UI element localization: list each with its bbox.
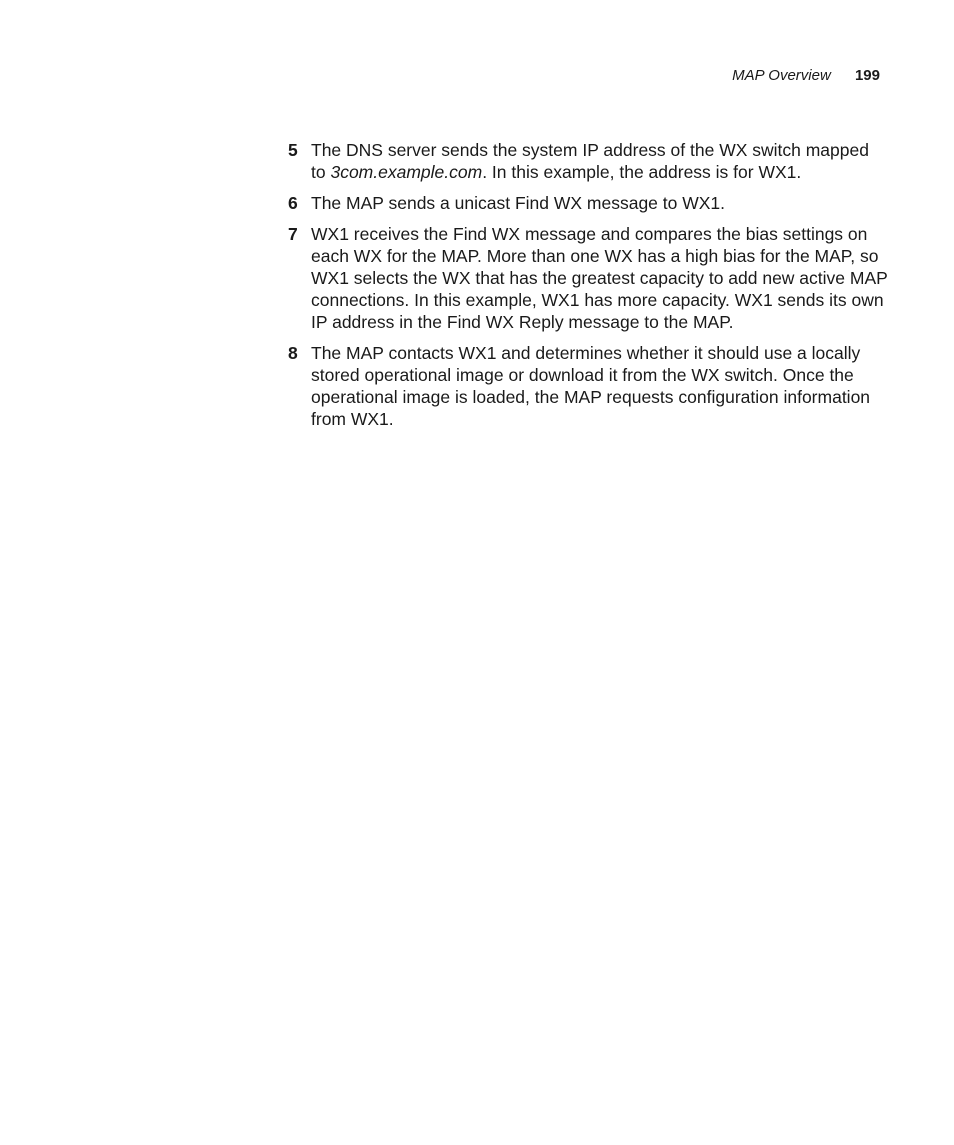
running-header xyxy=(732,66,880,86)
step-text: The MAP contacts WX1 and determines whether it should use a locally stored operational image or download it from the WX switch. Once the operational image is loaded, the MAP requests configuration information from WX1. xyxy=(311,343,871,429)
step-number: 7 xyxy=(288,224,298,244)
step-text: WX1 receives the Find WX message and compares the bias settings on each WX for the MAP. More than one WX has a high bias for the MAP, so WX1 selects the WX that has the greatest capacity to add new active MAP connections. In this example, WX1 has more capacity. WX1 sends its own IP address in the Find WX Reply message to the MAP. xyxy=(311,224,888,332)
page-number: 199 xyxy=(854,67,880,84)
step-text xyxy=(311,140,869,182)
section-title: MAP Overview xyxy=(732,67,831,84)
step-item xyxy=(288,192,888,214)
step-text: The MAP sends a unicast Find WX message to WX1. xyxy=(311,193,726,213)
step-text-before: The DNS server sends the system IP address of the WX switch mapped to xyxy=(311,140,869,182)
domain-name: 3com.example.com xyxy=(330,162,483,182)
step-text-after: . In this example, the address is for WX1. xyxy=(482,162,802,182)
step-number: 5 xyxy=(288,140,298,160)
step-number: 6 xyxy=(288,193,298,213)
step-item xyxy=(288,223,888,333)
step-number: 8 xyxy=(288,343,298,363)
step-item xyxy=(288,342,888,430)
numbered-step-list xyxy=(288,139,888,439)
step-item xyxy=(288,139,888,183)
